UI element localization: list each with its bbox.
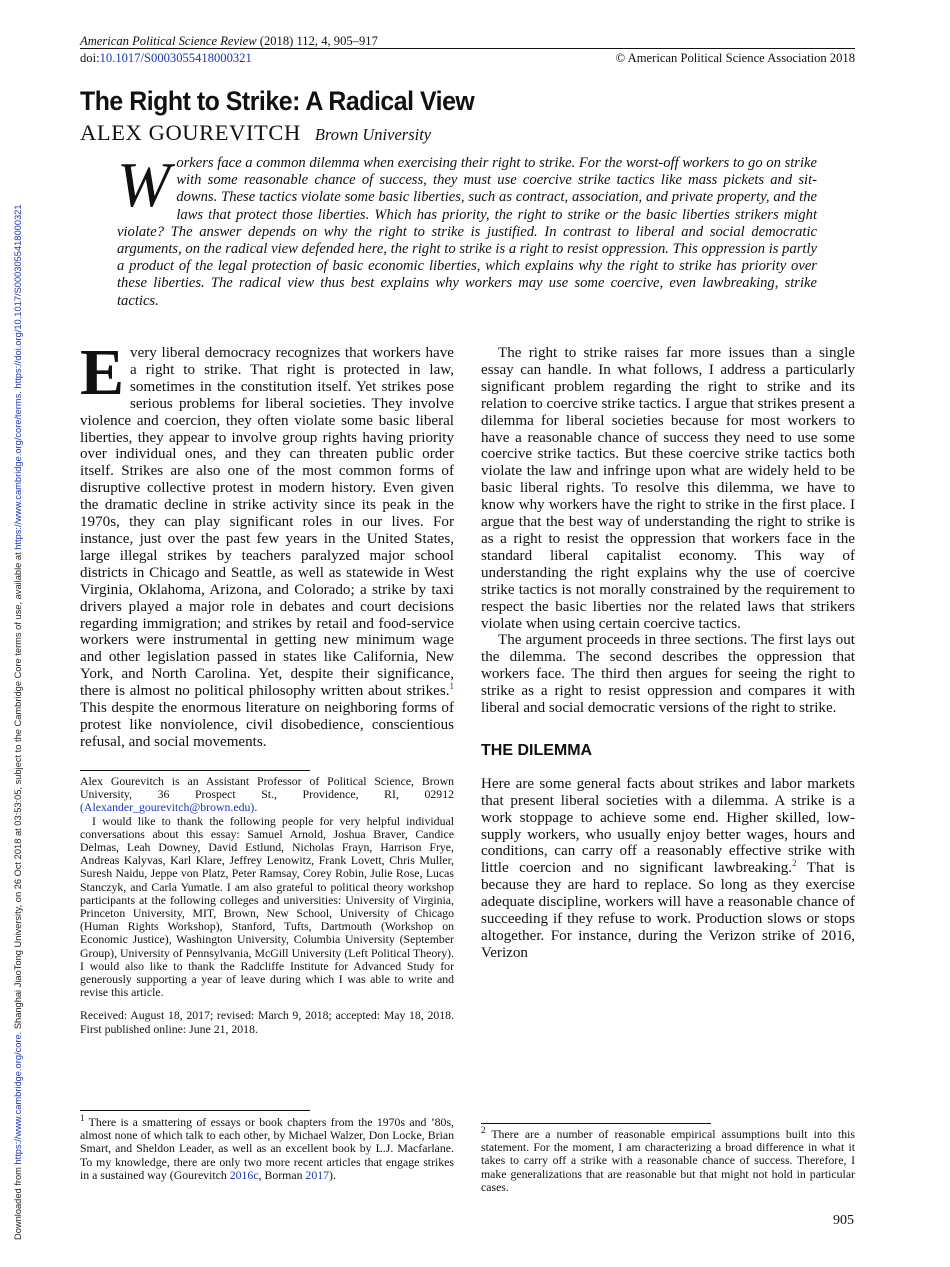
abstract	[117, 149, 817, 310]
footnote-text: , Borman	[258, 1167, 306, 1182]
footnote-1	[80, 1113, 454, 1182]
received-dates: Received: August 18, 2017; revised: March 9, 2018; accepted: May 18, 2018. First published online: June 21, 2018.	[80, 1008, 454, 1036]
paragraph-text: Here are some general facts about strikes and labor markets that present liberal societies with a dilemma. A strike is a work stoppage to achieve some end. Higher skilled, low-supply workers, who usually enjoy better wages, hours and conditions, can carry off a reasonably effective strike with little coercion and no significant lawbreaking.	[481, 775, 855, 877]
article-title: The Right to Strike: A Radical View	[80, 86, 475, 116]
abstract-text: orkers face a common dilemma when exercising their right to strike. For the worst-off workers to go on strike with some reasonable chance of success, they must use coercive strike tactics like mass pickets and sit-downs. These tactics violate some basic liberties, such as contract, association, and private property, and the laws that protect those liberties. Which has priority, the right to strike or the basic liberties strikers might violate? The answer depends on why the right to strike is justified. In contrast to liberal and social democratic arguments, on the radical view defended here, the right to strike is a right to resist oppression. This oppression is partly a product of the legal protection of basic economic liberties, which explains why the right to strike has priority over these liberties. The radical view thus best explains why workers may use some coercive, even lawbreaking, strike tactics.	[117, 155, 817, 309]
paragraph: The right to strike raises far more issues than a single essay can handle. In what follows, I address a particularly significant problem regarding the right to strike and its relation to coercive strike tactics. I argue that strikes present a dilemma for liberal societies because for most workers to have a reasonable chance of success they need to use some coercive strike tactics. But these coercive strike tactics both violate the law and infringe upon what are widely held to be basic liberal rights. To resolve this dilemma, we have to know why workers have the right to strike in the first place. I argue that the best way of understanding the right to strike is as a right to resist the oppression that workers face in the standard liberal capitalist economy. This way of understanding the right explains why the use of coercive strike tactics is not morally constrained by the requirement to respect the basic liberties nor the related laws that strikers violate when using certain coercive tactics.	[481, 345, 855, 632]
running-header	[80, 34, 855, 65]
author-email-link[interactable]: (Alexander_gourevitch@brown.edu)	[80, 800, 255, 815]
sidebar-text-2: . Shanghai JiaoTong University, on 26 Oct 2018 at 03:53:05, subject to the Cambridge Core terms of use, available at	[13, 549, 23, 1035]
section-heading: THE DILEMMA	[481, 741, 593, 759]
doi-prefix: doi:	[80, 51, 100, 65]
copyright: © American Political Science Association 2018	[615, 51, 855, 65]
footnote-mark: 2	[481, 1125, 486, 1136]
sidebar-text-1: Downloaded from	[13, 1164, 23, 1240]
footnote-2	[481, 1125, 855, 1194]
footnote-ref[interactable]: 1	[449, 681, 454, 692]
paragraph	[80, 336, 454, 751]
author-name: ALEX GOUREVITCH	[80, 120, 301, 145]
paragraph: The argument proceeds in three sections. The first lays out the dilemma. The second describes the oppression that workers face. The third then argues for seeing the right to strike as a right to resist oppression and compares it with liberal and social democratic versions of the right to strike.	[481, 632, 855, 717]
footnote-text: There is a smattering of essays or book chapters from the 1970s and ’80s, almost none of which talk to each other, by Michael Walzer, Don Locke, Brian Smart, and Sheldon Leader, as well as an excellent book by L.J. Macfarlane. To my knowledge, there are only two more recent articles that engage strikes in a sustained way (Gourevitch	[80, 1115, 454, 1182]
body-column-left	[80, 336, 454, 751]
doi-link[interactable]: 10.1017/S0003055418000321	[99, 51, 252, 65]
footnote-text: There are a number of reasonable empirical assumptions built into this statement. For the moment, I am characterizing a broad difference in what it takes to carry off a strike with a reasonable chance of success. Therefore, I make generalizations that are reasonable but that might not hold in particular cases.	[481, 1127, 855, 1194]
sidebar-text-3: .	[13, 388, 23, 394]
author-affiliation: Brown University	[314, 125, 432, 144]
author-line	[80, 120, 431, 146]
sidebar-link-terms[interactable]: https://www.cambridge.org/core/terms	[13, 393, 23, 550]
author-bio	[80, 775, 454, 815]
header-rule	[80, 48, 855, 49]
journal-citation	[80, 34, 855, 49]
notes-rule	[80, 770, 310, 771]
paragraph-text: That is because they are hard to replace. So long as they exercise adequate discipline, workers will have a reasonable chance of succeeding if they refuse to work. Production slows or stops altogether. For instance, during the Verizon strike of 2016, Verizon	[481, 860, 855, 961]
author-bio-tail: .	[254, 800, 258, 815]
footnote-ref[interactable]: 2	[792, 858, 797, 869]
sidebar-link-core[interactable]: https://www.cambridge.org/core	[13, 1034, 23, 1165]
doi-row	[80, 51, 855, 66]
paragraph-text: very liberal democracy recognizes that workers have a right to strike. That right is protected in law, sometimes in the constitution itself. Yet strikes pose serious problems for liberal societies. They involve violence and coercion, they often violate some basic liberal liberties, they appear to involve group rights having priority over individual ones, and they can threaten public order itself. Strikes are also one of the most common forms of disruptive collective protest in modern history. Even given the dramatic decline in strike activity since its peak in the 1970s, they can play significant roles in our lives. For instance, just over the past few years in the United States, large illegal strikes by teachers paralyzed major school districts in Chicago and Seattle, as well as statewide in West Virginia, Oklahoma, Arizona, and Colorado; a strike by taxi drivers played a major role in debates and court decisions regarding immigration; and strikes by retail and food-service workers were instrumental in getting new minimum wage and other legislation passed in states like California, New York, and North Carolina. Yet, despite their significance, there is almost no political philosophy written about strikes.	[80, 345, 454, 700]
journal-name: American Political Science Review	[80, 34, 257, 48]
page-number: 905	[833, 1213, 854, 1228]
acknowledgments: I would like to thank the following people for very helpful individual conversations about this essay: Samuel Arnold, Joshua Braver, Candice Delmas, Leah Downey, David Estlund, Nicholas Frayn, Harrison Frye, Andreas Kalyvas, Karl Klare, Jeffrey Lenowitz, Frank Lovett, Chris Muller, Suresh Naidu, Jeppe von Platz, Peter Ramsay, Corey Robin, Julie Rose, Lucas Stanczyk, and Carla Yumatle. I am also grateful to political theory workshop participants at the following colleges and universities: University of Virginia, Princeton University, MIT, Brown, New School, University of Chicago (Human Rights Workshop), Stanford, Tufts, Dartmouth (Workshop on Economic Justice), Washington University, Columbia University (September Group), University of Pennsylvania, McGill University (Left Political Theory). I would also like to thank the Radcliffe Institute for Advanced Study for generously supporting a year of leave during which I was able to write and revise this article.	[80, 813, 454, 1000]
download-sidebar	[13, 80, 23, 1240]
author-bio-text: Alex Gourevitch is an Assistant Professor of Political Science, Brown University, 36 Prospect St., Providence, RI, 02912	[80, 774, 454, 802]
author-note	[80, 775, 454, 1036]
paragraph-text: This despite the enormous literature on neighboring forms of protest like nonviolence, civil disobedience, conscientious refusal, and social movements.	[80, 700, 454, 750]
footnote-mark: 1	[80, 1113, 85, 1124]
paragraph	[481, 776, 855, 962]
abstract-initial: W	[117, 149, 171, 220]
citation-link[interactable]: 2017	[305, 1167, 330, 1182]
footnote-rule	[80, 1110, 310, 1111]
footnote-text: ).	[329, 1167, 336, 1182]
sidebar-link-doi[interactable]: https://doi.org/10.1017/S0003055418000321	[13, 204, 23, 389]
citation: (2018) 112, 4, 905–917	[259, 34, 378, 48]
citation-link[interactable]: 2016c	[229, 1167, 259, 1182]
body-column-right	[481, 345, 855, 962]
drop-cap: E	[80, 336, 125, 409]
footnote-rule	[481, 1123, 711, 1124]
